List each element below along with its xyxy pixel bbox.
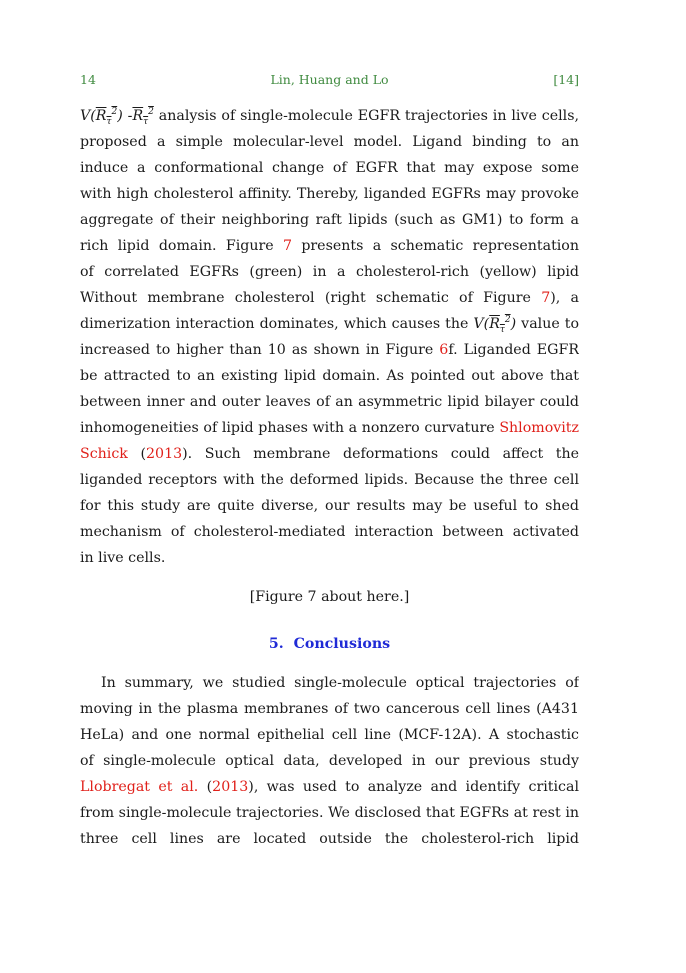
text-line: inhomogeneities of lipid phases with a nonzero curvature Shlomovitz [80, 415, 579, 441]
text-line: Schick (2013). Such membrane deformations could affect the [80, 446, 579, 462]
citation-link[interactable]: Shlomovitz [499, 420, 579, 436]
text-line: from single-molecule trajectories. We disclosed that EGFRs at rest in [80, 805, 579, 821]
running-authors: Lin, Huang and Lo [270, 72, 389, 87]
text-line: moving in the plasma membranes of two cancerous cell lines (A431 [80, 701, 579, 717]
citation-link[interactable]: Llobregat et al. [80, 779, 199, 795]
text-line: Without membrane cholesterol (right schematic of Figure 7), a [80, 290, 579, 306]
text-line: for this study are quite diverse, our results may be useful to shed [80, 498, 579, 514]
text-line: proposed a simple molecular-level model. Ligand binding to an [80, 134, 579, 150]
text-line: dimerization interaction dominates, which causes the $V(R_\tau^2)$ value to [80, 315, 579, 335]
paragraph-discussion [80, 103, 579, 571]
text-line: induce a conformational change of EGFR that may expose some [80, 160, 579, 176]
text-line: with high cholesterol affinity. Thereby, liganded EGFRs may provoke [80, 186, 579, 202]
citation-year-link[interactable]: 2013 [146, 446, 183, 462]
section-heading [80, 636, 579, 652]
figure-link[interactable]: 7 [541, 290, 551, 306]
text-line: liganded receptors with the deformed lipids. Because the three cell [80, 472, 579, 488]
section-title: Conclusions [293, 636, 391, 652]
text-line: in live cells. [80, 550, 166, 566]
citation-year-link[interactable]: 2013 [212, 779, 249, 795]
math-expression: $V(R_\tau^2)$ $-R_\tau^2$ [80, 107, 154, 127]
text-line: increased to higher than 10 as shown in Figure 6f. Liganded EGFR [80, 342, 579, 358]
text-line: HeLa) and one normal epithelial cell line (MCF-12A). A stochastic [80, 727, 579, 743]
running-header [80, 72, 579, 90]
text-line: be attracted to an existing lipid domain. As pointed out above that [80, 368, 579, 384]
figure-link[interactable]: 6 [439, 342, 449, 358]
text-line: of correlated EGFRs (green) in a cholesterol-rich (yellow) lipid [80, 264, 579, 280]
text-line: between inner and outer leaves of an asymmetric lipid bilayer could [80, 394, 579, 410]
text-line: rich lipid domain. Figure 7 presents a schematic representation [80, 238, 579, 254]
text-line: In summary, we studied single-molecule optical trajectories of [101, 675, 579, 691]
figure-placeholder: [Figure 7 about here.] [249, 589, 410, 605]
text-line: $V(R_\tau^2)$ $-R_\tau^2$ analysis of single-molecule EGFR trajectories in live cells, [80, 107, 579, 127]
text-line: Llobregat et al. (2013), was used to analyze and identify critical [80, 779, 579, 795]
figure-link[interactable]: 7 [282, 238, 292, 254]
running-ref: [14] [553, 72, 579, 87]
page-number: 14 [80, 72, 96, 87]
text-line: mechanism of cholesterol-mediated interaction between activated [80, 524, 579, 540]
text-line: three cell lines are located outside the cholesterol-rich lipid [80, 831, 579, 847]
section-number: 5. [268, 636, 284, 652]
text-line: aggregate of their neighboring raft lipids (such as GM1) to form a [80, 212, 579, 228]
math-expression: $V(R_\tau^2)$ [473, 315, 517, 335]
citation-link[interactable]: Schick [80, 446, 128, 462]
paragraph-conclusions [80, 670, 579, 852]
text-line: of single-molecule optical data, developed in our previous study [80, 753, 579, 769]
